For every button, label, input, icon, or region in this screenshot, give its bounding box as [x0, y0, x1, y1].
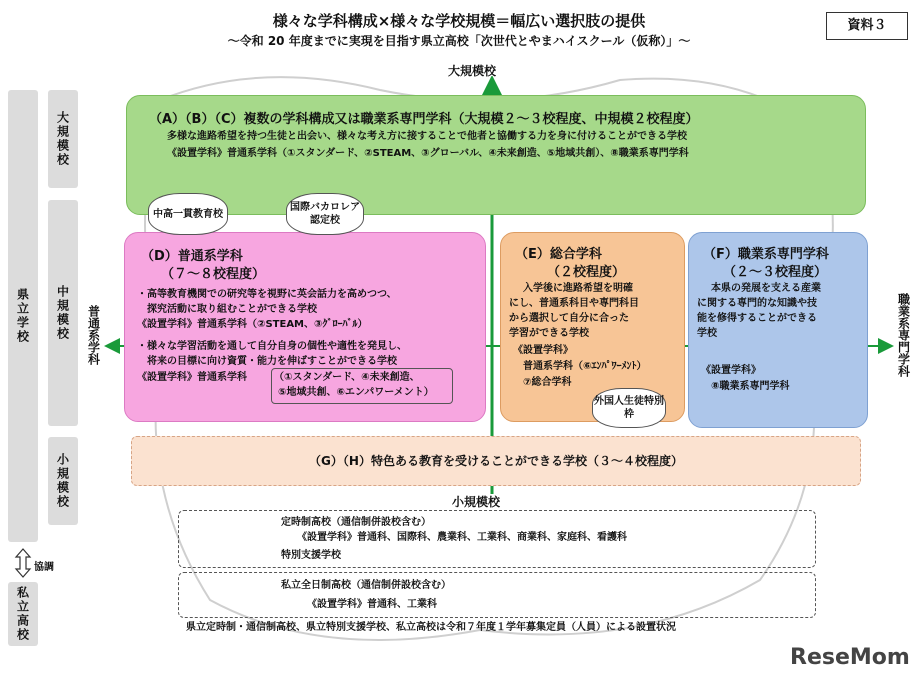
group-e-line3: から選択して自分に合った: [509, 313, 629, 324]
group-e-courses2: ⑦総合学科: [523, 377, 572, 388]
callout-ib: 国際バカロレア認定校: [286, 193, 364, 235]
size-medium-label: 中規模校: [48, 200, 78, 426]
axis-general-label: 普通系学科: [86, 305, 101, 365]
group-gh-box: [131, 436, 861, 486]
group-d-courses2-b: ⑤地域共創、⑥エンパワーメント）: [278, 387, 434, 398]
group-d-line2: 探究活動に取り組むことができる学校: [147, 304, 317, 315]
group-e-title: （E）総合学科: [515, 247, 602, 262]
group-d-courses2-frame: [271, 368, 453, 404]
group-abc-box: [126, 95, 866, 215]
group-e-line4: 学習ができる学校: [509, 328, 589, 339]
group-d-courses2-a: （①スタンダード、④未来創造、: [274, 372, 420, 383]
group-f-title: （F）職業系専門学科: [703, 247, 829, 262]
page-title: 様々な学科構成×様々な学校規模＝幅広い選択肢の提供: [272, 12, 646, 30]
axis-small-label: 小規模校: [452, 495, 501, 509]
callout-foreign: 外国人生徒特別枠: [592, 388, 666, 428]
group-e-courses-lead: 《設置学科》: [513, 345, 573, 356]
group-f-courses-lead: 《設置学科》: [701, 365, 761, 376]
group-abc-title: （A）（B）（C）複数の学科構成又は職業系専門学科（大規模２～３校程度、中規模２校程度）: [149, 112, 699, 127]
group-f-line2: に関する専門的な知識や技: [697, 298, 817, 309]
document-label: 資料３: [826, 12, 908, 40]
side-private: 私立高校: [8, 582, 38, 646]
footnote: 県立定時制・通信制高校、県立特別支援学校、私立高校は令和７年度１学年募集定員（人員）による設置状況: [186, 622, 676, 633]
axis-large-label: 大規模校: [448, 64, 497, 78]
group-f-line4: 学校: [697, 328, 717, 339]
size-small-label: 小規模校: [48, 437, 78, 525]
private-courses: 《設置学科》普通科、工業科: [307, 599, 437, 610]
group-d-line1: ・高等教育機関での研究等を視野に英会話力を高めつつ、: [137, 289, 397, 300]
part-time-courses: 《設置学科》普通科、国際科、農業科、工業科、商業科、家庭科、看護科: [297, 532, 627, 543]
group-d-line3: ・様々な学習活動を通して自分自身の個性や適性を発見し、: [137, 341, 407, 352]
group-gh-text: （G）（H）特色ある教育を受けることができる学校（３～４校程度）: [309, 454, 683, 468]
page-subtitle: ～令和 20 年度までに実現を目指す県立高校「次世代とやまハイスクール（仮称）」～: [227, 34, 691, 48]
private-box: [178, 572, 816, 618]
group-f-count: （２～３校程度）: [723, 265, 828, 280]
side-prefectural: 県立学校: [8, 90, 38, 542]
group-e-courses1: 普通系学科（⑥ｴﾝﾊﾟﾜｰﾒﾝﾄ）: [523, 361, 647, 372]
cooperation-label: 協調: [34, 562, 54, 573]
group-e-line2: にし、普通系科目や専門科目: [509, 298, 639, 309]
cooperation-arrow-icon: [10, 548, 36, 578]
group-d-courses1: 《設置学科》普通系学科（②STEAM、③ｸﾞﾛｰﾊﾞﾙ）: [137, 319, 368, 330]
group-e-count: （２校程度）: [547, 265, 626, 280]
axis-vocational-label: 職業系専門学科: [896, 293, 911, 377]
callout-chuko: 中高一貫教育校: [148, 193, 228, 235]
private-title: 私立全日制高校（通信制併設校含む）: [281, 580, 451, 591]
group-d-courses2-lead: 《設置学科》普通系学科: [137, 372, 247, 383]
group-f-line3: 能を修得することができる: [697, 313, 817, 324]
resemom-logo: ReseMom: [790, 645, 910, 670]
group-d-box: [124, 232, 486, 422]
special-school: 特別支援学校: [281, 550, 341, 561]
part-time-box: [178, 510, 816, 568]
group-abc-desc: 多様な進路希望を持つ生徒と出会い、様々な考え方に接することで他者と協働する力を身に付けることができる学校: [167, 131, 687, 142]
group-d-count: （７～８校程度）: [161, 267, 266, 282]
group-abc-courses: 《設置学科》普通系学科（①スタンダード、②STEAM、③グローバル、④未来創造、⑤地域共創）、⑧職業系専門学科: [167, 148, 689, 159]
part-time-title: 定時制高校（通信制併設校含む）: [281, 517, 431, 528]
group-d-title: （D）普通系学科: [141, 249, 243, 264]
group-f-courses1: ⑧職業系専門学科: [711, 381, 790, 392]
size-large-label: 大規模校: [48, 90, 78, 188]
group-d-line4: 将来の目標に向け資質・能力を伸ばすことができる学校: [147, 356, 397, 367]
group-f-box: [688, 232, 868, 428]
group-f-line1: 本県の発展を支える産業: [711, 283, 821, 294]
group-e-line1: 入学後に進路希望を明確: [523, 283, 633, 294]
